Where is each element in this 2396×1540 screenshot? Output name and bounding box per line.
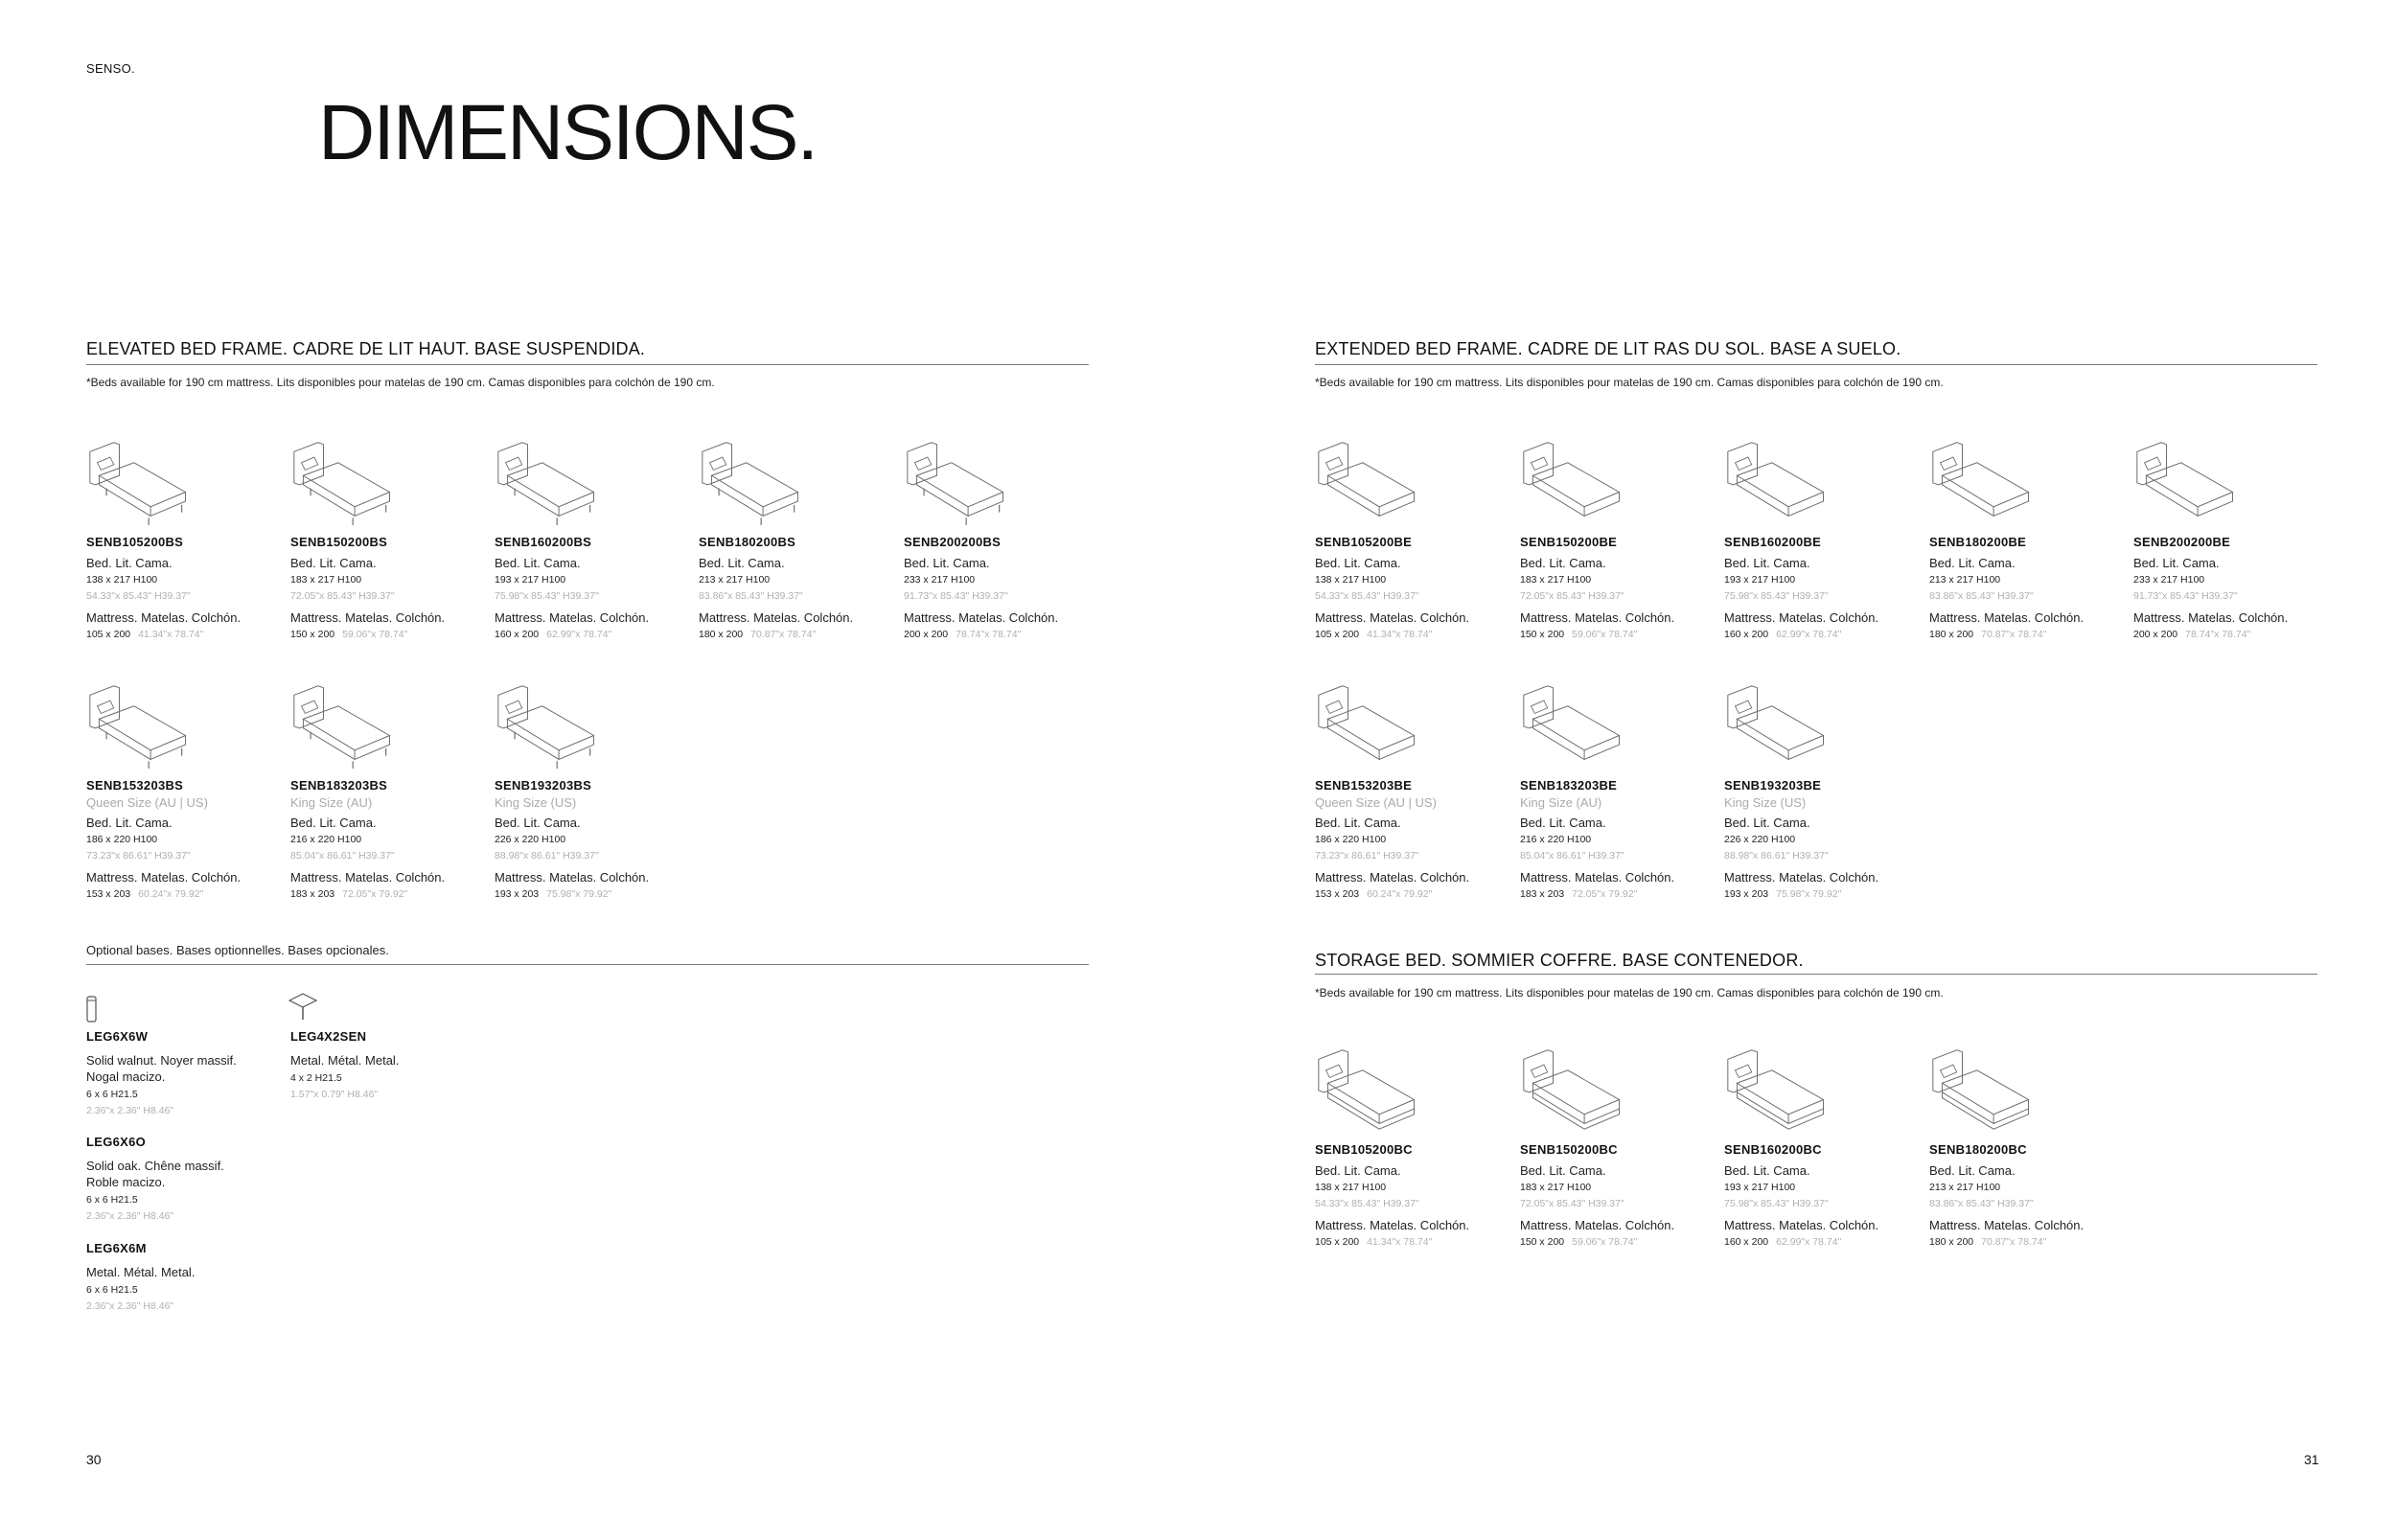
mattress-dimensions: 160 x 200: [1724, 1236, 1769, 1248]
bed-illustration-icon: [1520, 433, 1630, 529]
mattress-label: Mattress. Matelas. Colchón.: [699, 610, 854, 625]
product-code: SENB150200BC: [1520, 1142, 1618, 1157]
mattress-label: Mattress. Matelas. Colchón.: [1724, 870, 1879, 885]
mattress-dimensions-inches: 70.87"x 78.74": [1981, 1236, 2047, 1248]
leg-code: LEG6X6W: [86, 1029, 149, 1044]
bed-dimensions: 213 x 217 H100: [1929, 1182, 2001, 1193]
leg-card-metal: [86, 1241, 278, 1312]
mattress-dimensions: 105 x 200: [1315, 1236, 1360, 1248]
leg-description: Solid oak. Chêne massif. Roble macizo.: [86, 1159, 224, 1189]
bed-dimensions-inches: 54.33"x 85.43" H39.37": [1315, 590, 1419, 602]
mattress-dimensions-inches: 41.34"x 78.74": [1367, 629, 1433, 640]
product-size: King Size (AU): [1520, 795, 1602, 810]
extended-note: *Beds available for 190 cm mattress. Lits disponibles pour matelas de 190 cm. Camas disponibles para colchón de 190 cm.: [1315, 376, 1944, 389]
elevated-section-title: ELEVATED BED FRAME. CADRE DE LIT HAUT. BASE SUSPENDIDA.: [86, 339, 646, 358]
leg-card-walnut: [86, 1029, 278, 1116]
bed-label: Bed. Lit. Cama.: [290, 556, 377, 570]
bed-dimensions: 138 x 217 H100: [1315, 1182, 1387, 1193]
mattress-dimensions-row: [1520, 629, 1637, 640]
leg-code: LEG6X6O: [86, 1135, 147, 1149]
bed-illustration-icon: [1520, 677, 1630, 772]
product-code: SENB105200BS: [86, 535, 184, 549]
mattress-label: Mattress. Matelas. Colchón.: [904, 610, 1059, 625]
bed-illustration-icon: [1315, 1041, 1425, 1137]
leg-code: LEG6X6M: [86, 1241, 147, 1255]
mattress-dimensions-inches: 41.34"x 78.74": [138, 629, 204, 640]
bed-illustration-icon: [1520, 1041, 1630, 1137]
bed-label: Bed. Lit. Cama.: [1315, 1163, 1401, 1178]
leg-dimensions: 6 x 6 H21.5: [86, 1284, 138, 1296]
mattress-dimensions-inches: 70.87"x 78.74": [1981, 629, 2047, 640]
mattress-label: Mattress. Matelas. Colchón.: [290, 610, 446, 625]
bed-dimensions: 193 x 217 H100: [495, 574, 566, 586]
bed-illustration-icon: [2133, 433, 2244, 529]
leg-code: LEG4X2SEN: [290, 1029, 367, 1044]
bed-dimensions-inches: 75.98"x 85.43" H39.37": [1724, 590, 1829, 602]
bed-dimensions-inches: 54.33"x 85.43" H39.37": [86, 590, 191, 602]
product-size: Queen Size (AU | US): [1315, 795, 1437, 810]
mattress-dimensions: 200 x 200: [2133, 629, 2178, 640]
bed-dimensions-inches: 83.86"x 85.43" H39.37": [1929, 1198, 2034, 1209]
page-number-left: 30: [86, 1452, 102, 1467]
bed-dimensions: 183 x 217 H100: [1520, 574, 1592, 586]
bed-dimensions: 213 x 217 H100: [699, 574, 771, 586]
bed-dimensions-inches: 91.73"x 85.43" H39.37": [904, 590, 1008, 602]
extended-divider: [1315, 364, 2317, 365]
mattress-dimensions-row: [1724, 1236, 1841, 1248]
mattress-dimensions-row: [1315, 1236, 1432, 1248]
mattress-dimensions-row: [290, 888, 407, 900]
bed-illustration-icon: [699, 433, 809, 529]
mattress-dimensions: 150 x 200: [1520, 629, 1565, 640]
product-size: King Size (AU): [290, 795, 373, 810]
bed-label: Bed. Lit. Cama.: [904, 556, 990, 570]
mattress-label: Mattress. Matelas. Colchón.: [1929, 1218, 2085, 1232]
page-number-right: 31: [2304, 1452, 2319, 1467]
bed-dimensions: 183 x 217 H100: [290, 574, 362, 586]
mattress-dimensions-inches: 72.05"x 79.92": [1572, 888, 1638, 900]
bed-illustration-icon: [1724, 677, 1834, 772]
mattress-label: Mattress. Matelas. Colchón.: [1724, 610, 1879, 625]
bed-dimensions-inches: 72.05"x 85.43" H39.37": [290, 590, 395, 602]
bed-dimensions-inches: 73.23"x 86.61" H39.37": [86, 850, 191, 862]
bed-dimensions: 186 x 220 H100: [86, 834, 158, 845]
bed-label: Bed. Lit. Cama.: [1929, 556, 2016, 570]
mattress-dimensions: 183 x 203: [290, 888, 335, 900]
leg-dimensions-inches: 1.57"x 0.79" H8.46": [290, 1089, 379, 1100]
bed-illustration-icon: [1929, 433, 2039, 529]
bed-label: Bed. Lit. Cama.: [86, 816, 173, 830]
mattress-dimensions: 180 x 200: [699, 629, 744, 640]
leg-dimensions: 4 x 2 H21.5: [290, 1072, 342, 1084]
bed-dimensions-inches: 75.98"x 85.43" H39.37": [1724, 1198, 1829, 1209]
bed-dimensions: 226 x 220 H100: [495, 834, 566, 845]
product-code: SENB105200BE: [1315, 535, 1413, 549]
product-code: SENB200200BE: [2133, 535, 2231, 549]
storage-divider: [1315, 974, 2317, 975]
product-code: SENB153203BE: [1315, 778, 1413, 793]
leg-description: Metal. Métal. Metal.: [86, 1265, 196, 1279]
product-code: SENB193203BE: [1724, 778, 1822, 793]
mattress-dimensions-row: [1724, 629, 1841, 640]
mattress-dimensions-row: [1724, 888, 1841, 900]
bed-label: Bed. Lit. Cama.: [1724, 556, 1810, 570]
extended-section-title: EXTENDED BED FRAME. CADRE DE LIT RAS DU SOL. BASE A SUELO.: [1315, 339, 1901, 358]
bed-dimensions-inches: 83.86"x 85.43" H39.37": [699, 590, 803, 602]
bed-illustration-icon: [290, 677, 401, 772]
bed-illustration-icon: [290, 433, 401, 529]
bed-dimensions: 186 x 220 H100: [1315, 834, 1387, 845]
bed-illustration-icon: [1929, 1041, 2039, 1137]
product-code: SENB180200BC: [1929, 1142, 2027, 1157]
mattress-dimensions-row: [1929, 1236, 2046, 1248]
bed-label: Bed. Lit. Cama.: [1315, 816, 1401, 830]
bed-label: Bed. Lit. Cama.: [1315, 556, 1401, 570]
product-code: SENB105200BC: [1315, 1142, 1413, 1157]
mattress-label: Mattress. Matelas. Colchón.: [86, 870, 242, 885]
product-code: SENB183203BE: [1520, 778, 1618, 793]
bed-illustration-icon: [904, 433, 1014, 529]
bed-illustration-icon: [495, 433, 605, 529]
bed-illustration-icon: [86, 433, 196, 529]
bed-illustration-icon: [1315, 433, 1425, 529]
bed-dimensions-inches: 54.33"x 85.43" H39.37": [1315, 1198, 1419, 1209]
leg-dimensions: 6 x 6 H21.5: [86, 1194, 138, 1206]
mattress-dimensions-row: [904, 629, 1021, 640]
mattress-dimensions-inches: 78.74"x 78.74": [956, 629, 1022, 640]
mattress-label: Mattress. Matelas. Colchón.: [1520, 1218, 1675, 1232]
bed-label: Bed. Lit. Cama.: [699, 556, 785, 570]
bed-dimensions: 216 x 220 H100: [1520, 834, 1592, 845]
mattress-dimensions-row: [495, 629, 611, 640]
optional-bases-title: Optional bases. Bases optionnelles. Bases opcionales.: [86, 943, 389, 957]
product-code: SENB150200BS: [290, 535, 388, 549]
mattress-dimensions: 200 x 200: [904, 629, 949, 640]
product-code: SENB160200BE: [1724, 535, 1822, 549]
mattress-dimensions: 153 x 203: [1315, 888, 1360, 900]
mattress-dimensions: 160 x 200: [1724, 629, 1769, 640]
mattress-label: Mattress. Matelas. Colchón.: [1724, 1218, 1879, 1232]
product-size: King Size (US): [1724, 795, 1807, 810]
mattress-dimensions: 160 x 200: [495, 629, 540, 640]
bed-label: Bed. Lit. Cama.: [290, 816, 377, 830]
mattress-dimensions-inches: 78.74"x 78.74": [2185, 629, 2251, 640]
bed-dimensions: 183 x 217 H100: [1520, 1182, 1592, 1193]
mattress-label: Mattress. Matelas. Colchón.: [1929, 610, 2085, 625]
mattress-dimensions: 193 x 203: [1724, 888, 1769, 900]
leg-dimensions-inches: 2.36"x 2.36" H8.46": [86, 1210, 174, 1222]
product-code: SENB160200BS: [495, 535, 592, 549]
bed-dimensions-inches: 85.04"x 86.61" H39.37": [1520, 850, 1624, 862]
product-size: Queen Size (AU | US): [86, 795, 208, 810]
product-code: SENB153203BS: [86, 778, 184, 793]
brand-name: SENSO.: [86, 61, 135, 76]
product-code: SENB180200BS: [699, 535, 796, 549]
bed-label: Bed. Lit. Cama.: [1520, 816, 1606, 830]
bed-label: Bed. Lit. Cama.: [1724, 816, 1810, 830]
mattress-dimensions-row: [495, 888, 611, 900]
mattress-dimensions-inches: 62.99"x 78.74": [546, 629, 612, 640]
mattress-dimensions: 150 x 200: [1520, 1236, 1565, 1248]
mattress-dimensions-inches: 60.24"x 79.92": [138, 888, 204, 900]
bed-illustration-icon: [1724, 1041, 1834, 1137]
mattress-dimensions-inches: 59.06"x 78.74": [342, 629, 408, 640]
bed-dimensions: 138 x 217 H100: [1315, 574, 1387, 586]
bed-label: Bed. Lit. Cama.: [2133, 556, 2220, 570]
leg-description: Metal. Métal. Metal.: [290, 1053, 400, 1068]
bed-dimensions: 226 x 220 H100: [1724, 834, 1796, 845]
mattress-dimensions-inches: 62.99"x 78.74": [1776, 1236, 1842, 1248]
elevated-note: *Beds available for 190 cm mattress. Lits disponibles pour matelas de 190 cm. Camas disponibles para colchón de 190 cm.: [86, 376, 715, 389]
bed-illustration-icon: [1315, 677, 1425, 772]
bed-dimensions: 213 x 217 H100: [1929, 574, 2001, 586]
mattress-dimensions-row: [86, 888, 203, 900]
mattress-dimensions: 193 x 203: [495, 888, 540, 900]
product-code: SENB150200BE: [1520, 535, 1618, 549]
mattress-dimensions-row: [1929, 629, 2046, 640]
mattress-dimensions-inches: 62.99"x 78.74": [1776, 629, 1842, 640]
mattress-dimensions: 105 x 200: [1315, 629, 1360, 640]
mattress-dimensions: 180 x 200: [1929, 1236, 1974, 1248]
mattress-dimensions-row: [699, 629, 816, 640]
bed-dimensions-inches: 91.73"x 85.43" H39.37": [2133, 590, 2238, 602]
mattress-dimensions-inches: 75.98"x 79.92": [546, 888, 612, 900]
mattress-dimensions-row: [1520, 1236, 1637, 1248]
bed-label: Bed. Lit. Cama.: [1520, 1163, 1606, 1178]
mattress-label: Mattress. Matelas. Colchón.: [495, 610, 650, 625]
product-code: SENB183203BS: [290, 778, 388, 793]
mattress-dimensions: 183 x 203: [1520, 888, 1565, 900]
product-code: SENB180200BE: [1929, 535, 2027, 549]
mattress-dimensions-inches: 59.06"x 78.74": [1572, 629, 1638, 640]
bed-dimensions-inches: 75.98"x 85.43" H39.37": [495, 590, 599, 602]
leg-dimensions-inches: 2.36"x 2.36" H8.46": [86, 1105, 174, 1116]
bed-dimensions-inches: 85.04"x 86.61" H39.37": [290, 850, 395, 862]
elevated-divider: [86, 364, 1089, 365]
bed-dimensions-inches: 73.23"x 86.61" H39.37": [1315, 850, 1419, 862]
bed-label: Bed. Lit. Cama.: [1724, 1163, 1810, 1178]
leg-dimensions: 6 x 6 H21.5: [86, 1089, 138, 1100]
mattress-label: Mattress. Matelas. Colchón.: [2133, 610, 2289, 625]
bed-label: Bed. Lit. Cama.: [86, 556, 173, 570]
bed-dimensions-inches: 88.98"x 86.61" H39.37": [1724, 850, 1829, 862]
leg-card-metal-sen: [290, 1029, 482, 1100]
mattress-label: Mattress. Matelas. Colchón.: [1315, 610, 1470, 625]
mattress-dimensions-row: [1315, 888, 1432, 900]
mattress-dimensions-row: [2133, 629, 2250, 640]
bed-dimensions-inches: 72.05"x 85.43" H39.37": [1520, 590, 1624, 602]
mattress-label: Mattress. Matelas. Colchón.: [1520, 870, 1675, 885]
bed-dimensions: 193 x 217 H100: [1724, 1182, 1796, 1193]
bed-label: Bed. Lit. Cama.: [495, 556, 581, 570]
mattress-dimensions-inches: 41.34"x 78.74": [1367, 1236, 1433, 1248]
bed-dimensions: 216 x 220 H100: [290, 834, 362, 845]
bed-label: Bed. Lit. Cama.: [495, 816, 581, 830]
mattress-dimensions-inches: 59.06"x 78.74": [1572, 1236, 1638, 1248]
product-code: SENB160200BC: [1724, 1142, 1822, 1157]
bed-illustration-icon: [86, 677, 196, 772]
page-title: DIMENSIONS.: [318, 89, 818, 176]
leg-description: Solid walnut. Noyer massif. Nogal macizo.: [86, 1053, 237, 1084]
storage-note: *Beds available for 190 cm mattress. Lits disponibles pour matelas de 190 cm. Camas disponibles para colchón de 190 cm.: [1315, 986, 1944, 1000]
mattress-dimensions: 180 x 200: [1929, 629, 1974, 640]
product-code: SENB200200BS: [904, 535, 1002, 549]
product-code: SENB193203BS: [495, 778, 592, 793]
mattress-dimensions: 105 x 200: [86, 629, 131, 640]
leg-card-oak: [86, 1135, 278, 1222]
mattress-label: Mattress. Matelas. Colchón.: [1520, 610, 1675, 625]
bed-dimensions: 233 x 217 H100: [2133, 574, 2205, 586]
leg-dimensions-inches: 2.36"x 2.36" H8.46": [86, 1300, 174, 1312]
mattress-dimensions: 150 x 200: [290, 629, 335, 640]
bed-dimensions-inches: 72.05"x 85.43" H39.37": [1520, 1198, 1624, 1209]
mattress-label: Mattress. Matelas. Colchón.: [1315, 870, 1470, 885]
mattress-label: Mattress. Matelas. Colchón.: [1315, 1218, 1470, 1232]
mattress-dimensions-inches: 72.05"x 79.92": [342, 888, 408, 900]
mattress-dimensions-row: [1315, 629, 1432, 640]
bed-label: Bed. Lit. Cama.: [1520, 556, 1606, 570]
mattress-dimensions-inches: 70.87"x 78.74": [750, 629, 817, 640]
mattress-dimensions: 153 x 203: [86, 888, 131, 900]
mattress-dimensions-row: [1520, 888, 1637, 900]
metal-leg-icon: [288, 991, 320, 1023]
mattress-dimensions-inches: 60.24"x 79.92": [1367, 888, 1433, 900]
storage-section-title: STORAGE BED. SOMMIER COFFRE. BASE CONTENEDOR.: [1315, 951, 1804, 970]
optional-bases-divider: [86, 964, 1089, 965]
mattress-label: Mattress. Matelas. Colchón.: [290, 870, 446, 885]
wooden-leg-icon: [84, 993, 100, 1023]
mattress-label: Mattress. Matelas. Colchón.: [86, 610, 242, 625]
mattress-dimensions-row: [290, 629, 407, 640]
mattress-dimensions-inches: 75.98"x 79.92": [1776, 888, 1842, 900]
bed-dimensions: 138 x 217 H100: [86, 574, 158, 586]
bed-dimensions-inches: 88.98"x 86.61" H39.37": [495, 850, 599, 862]
bed-dimensions: 193 x 217 H100: [1724, 574, 1796, 586]
bed-dimensions: 233 x 217 H100: [904, 574, 976, 586]
bed-illustration-icon: [1724, 433, 1834, 529]
bed-label: Bed. Lit. Cama.: [1929, 1163, 2016, 1178]
mattress-label: Mattress. Matelas. Colchón.: [495, 870, 650, 885]
mattress-dimensions-row: [86, 629, 203, 640]
bed-illustration-icon: [495, 677, 605, 772]
product-size: King Size (US): [495, 795, 577, 810]
bed-dimensions-inches: 83.86"x 85.43" H39.37": [1929, 590, 2034, 602]
